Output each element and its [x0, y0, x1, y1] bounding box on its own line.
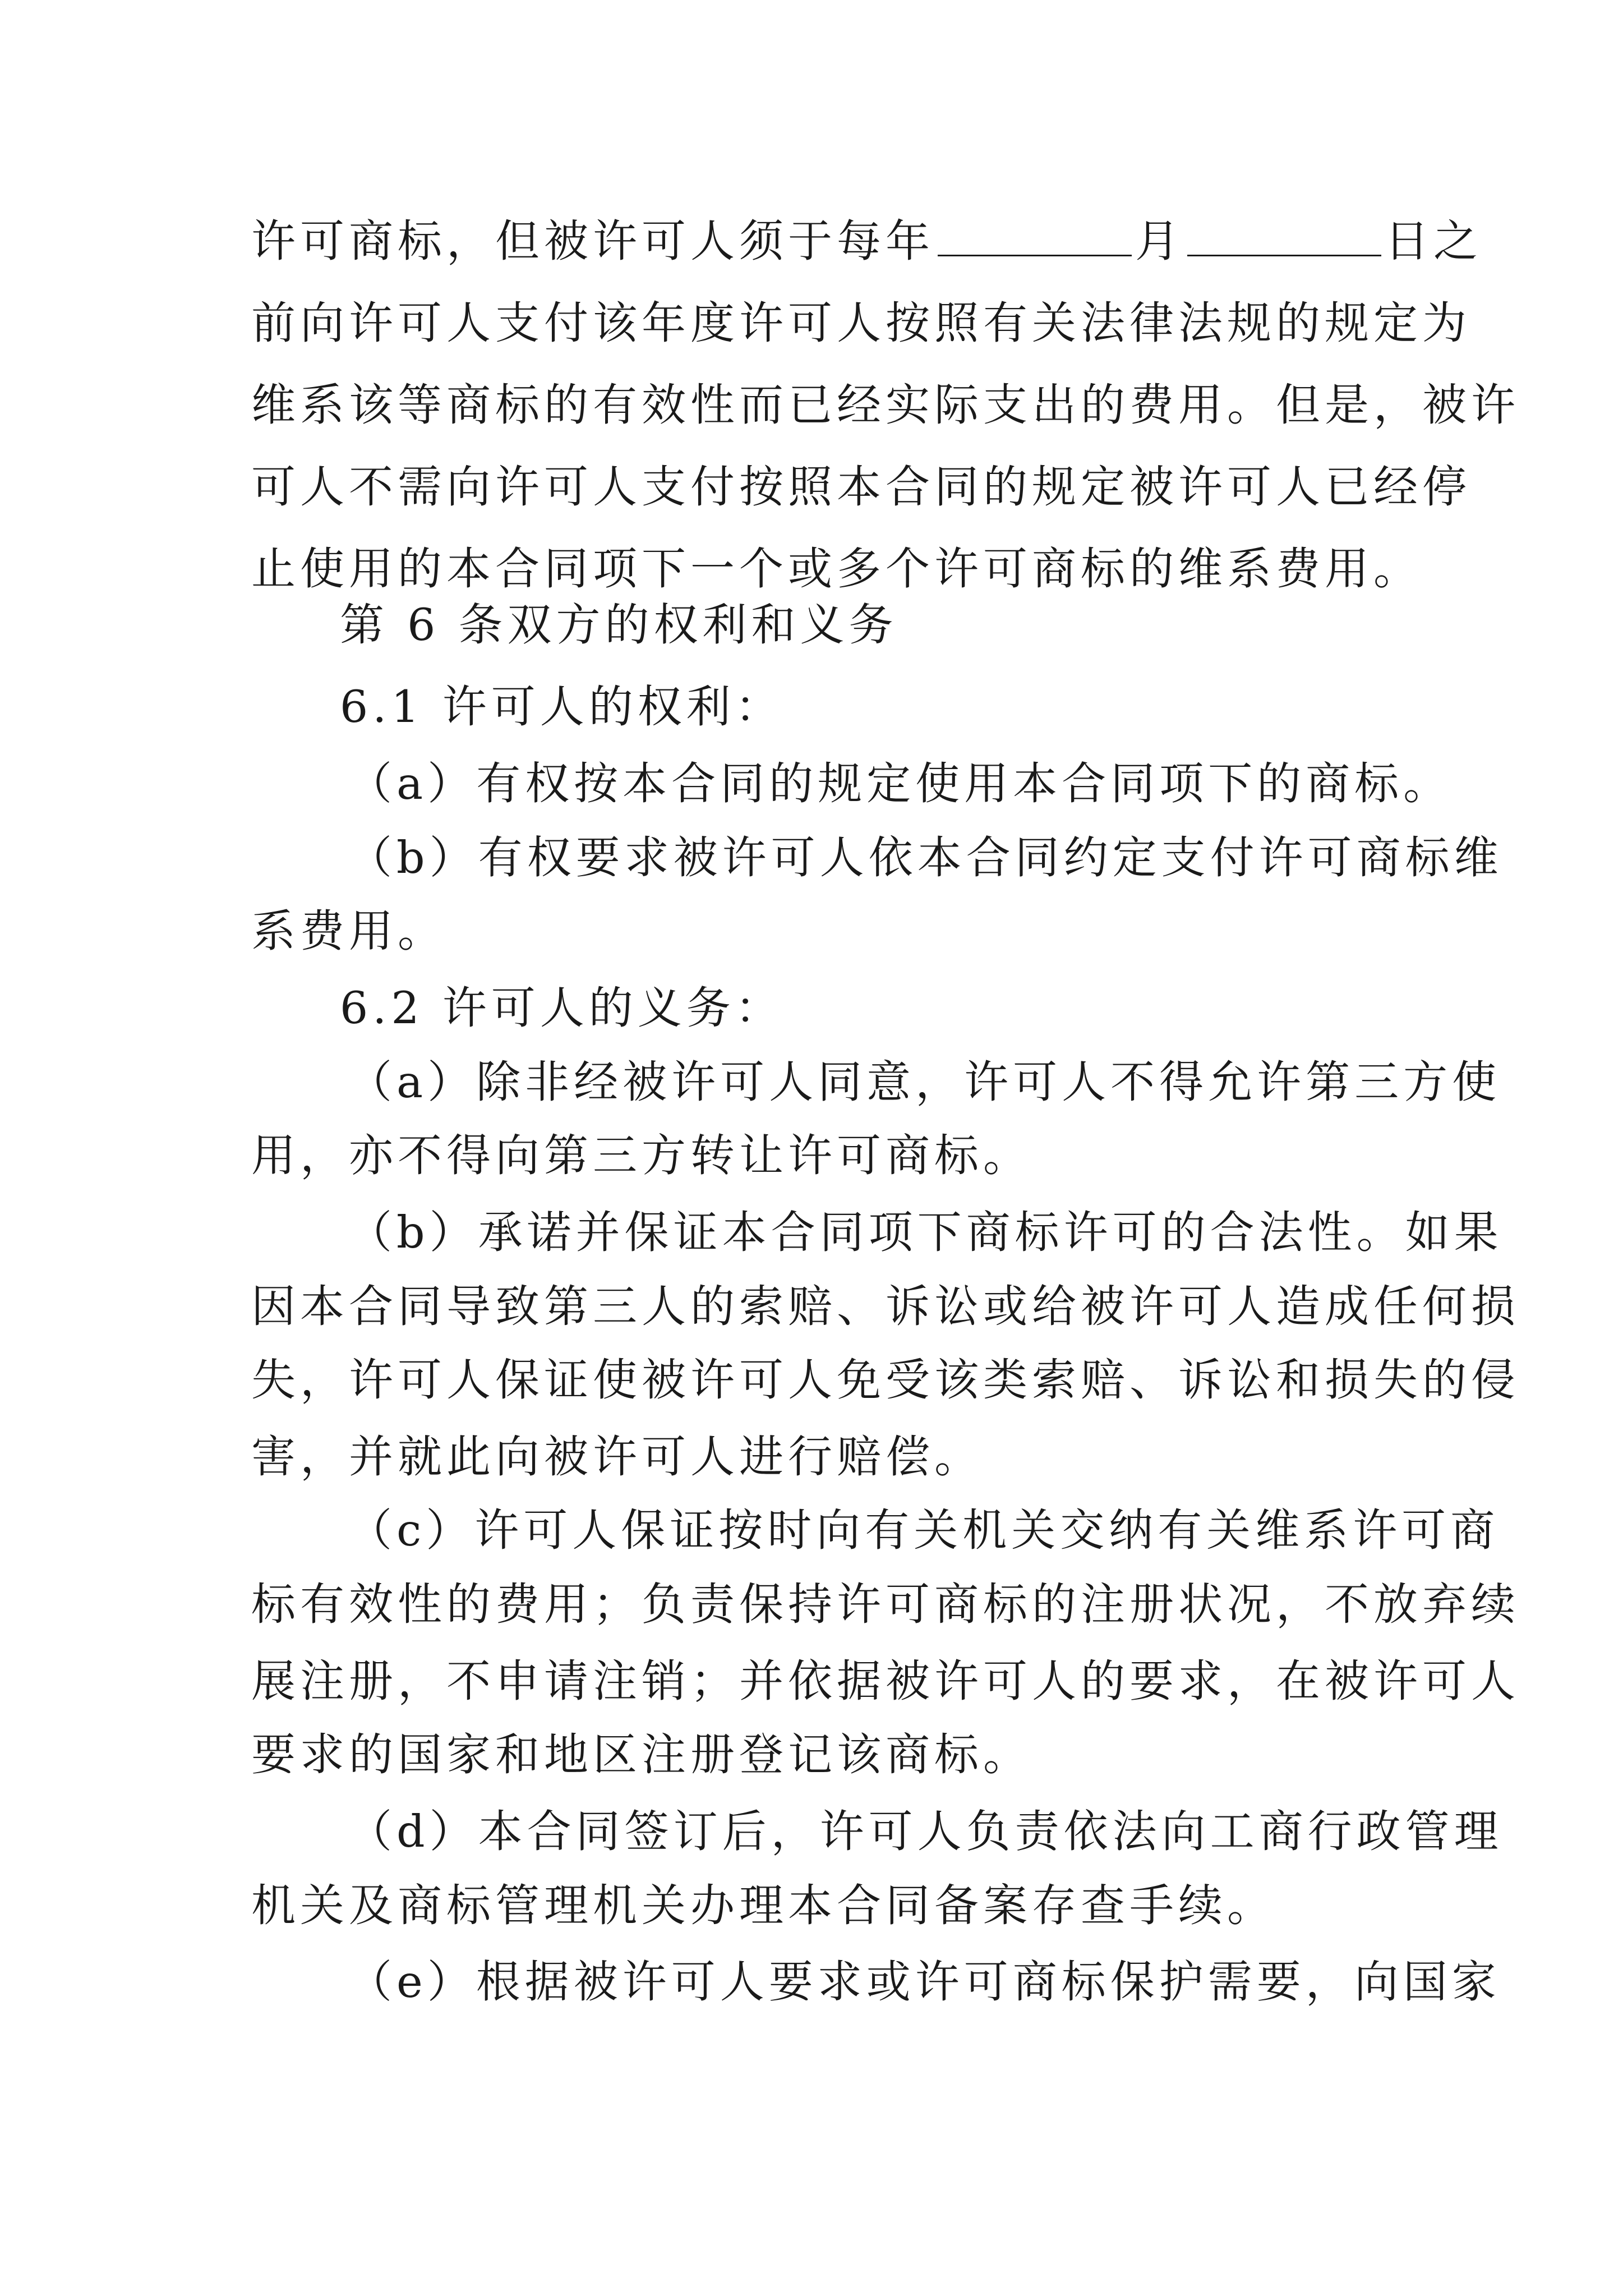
paragraph-line: （c）许可人保证按时向有关机关交纳有关维系许可商 — [348, 1504, 1500, 1556]
blank-month-field[interactable] — [938, 215, 1132, 256]
paragraph-line — [251, 210, 1482, 272]
text-segment: 月 — [1135, 215, 1184, 267]
paragraph-line: 止使用的本合同项下一个或多个许可商标的维系费用。 — [251, 543, 1422, 595]
paragraph-line: 用，亦不得向第三方转让许可商标。 — [251, 1130, 1032, 1181]
paragraph-line: 展注册，不申请注销；并依据被许可人的要求，在被许可人 — [251, 1655, 1520, 1707]
paragraph-line: 维系该等商标的有效性而已经实际支出的费用。但是，被许 — [251, 379, 1520, 431]
subsection-heading: 6.2 许可人的义务： — [340, 982, 784, 1034]
paragraph-line: （a）有权按本合同的规定使用本合同项下的商标。 — [348, 758, 1453, 809]
paragraph-line: 因本合同导致第三人的索赔、诉讼或给被许可人造成任何损 — [251, 1281, 1520, 1332]
paragraph-line: 可人不需向许可人支付按照本合同的规定被许可人已经停 — [251, 461, 1471, 513]
paragraph-line: 标有效性的费用；负责保持许可商标的注册状况，不放弃续 — [251, 1579, 1520, 1630]
text-segment: 许可商标，但被许可人须于每年 — [251, 215, 934, 267]
paragraph-line: （a）除非经被许可人同意，许可人不得允许第三方使 — [348, 1056, 1501, 1108]
paragraph-line: 害，并就此向被许可人进行赔偿。 — [251, 1431, 983, 1483]
paragraph-line: 要求的国家和地区注册登记该商标。 — [251, 1729, 1032, 1780]
paragraph-line: 前向许可人支付该年度许可人按照有关法律法规的规定为 — [251, 297, 1471, 349]
paragraph-line: 失，许可人保证使被许可人免受该类索赔、诉讼和损失的侵 — [251, 1354, 1520, 1406]
paragraph-line: 系费用。 — [251, 905, 446, 957]
text-segment: 日之 — [1385, 215, 1482, 267]
section-heading: 第 6 条双方的权利和义务 — [340, 599, 898, 651]
paragraph-line: 机关及商标管理机关办理本合同备案存查手续。 — [251, 1880, 1276, 1931]
paragraph-line: （d）本合同签订后，许可人负责依法向工商行政管理 — [348, 1806, 1503, 1857]
paragraph-line: （b）承诺并保证本合同项下商标许可的合法性。如果 — [348, 1207, 1503, 1258]
subsection-heading: 6.1 许可人的权利： — [340, 681, 784, 733]
paragraph-line: （b）有权要求被许可人依本合同约定支付许可商标维 — [348, 832, 1503, 884]
blank-day-field[interactable] — [1187, 215, 1381, 256]
paragraph-line: （e）根据被许可人要求或许可商标保护需要，向国家 — [348, 1956, 1501, 2008]
